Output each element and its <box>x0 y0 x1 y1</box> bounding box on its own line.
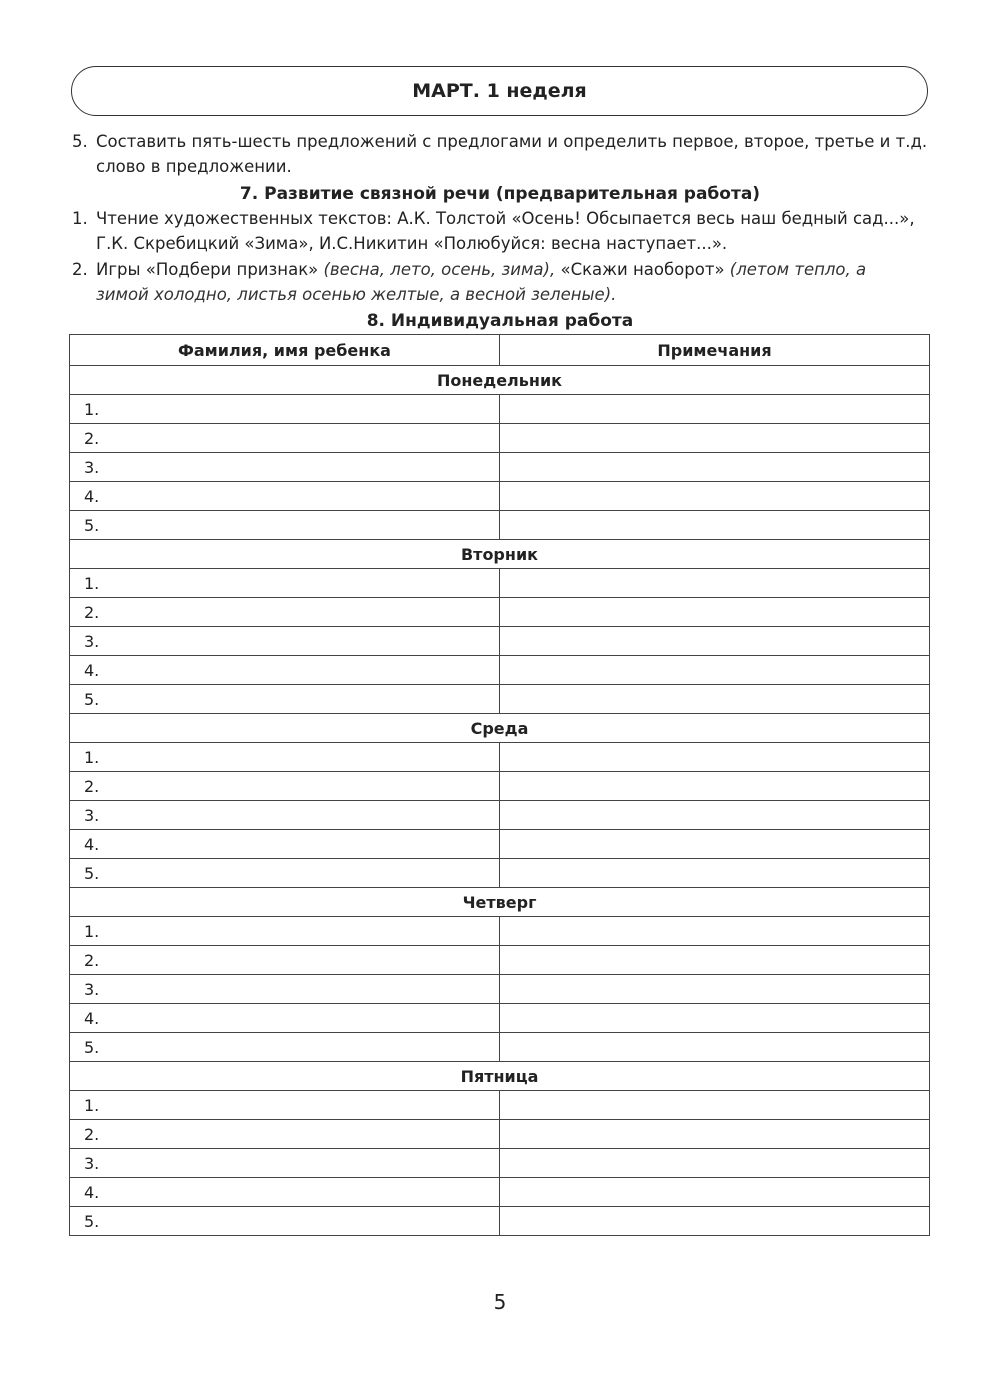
notes-cell[interactable] <box>500 1033 930 1062</box>
s7-item-2-number: 2. <box>72 260 88 279</box>
notes-cell[interactable] <box>500 1091 930 1120</box>
notes-cell[interactable] <box>500 1004 930 1033</box>
table-row <box>70 1033 930 1062</box>
s7-item-2-line-1 <box>96 257 866 282</box>
child-name-cell[interactable]: 3. <box>70 453 500 482</box>
day-row <box>70 366 930 395</box>
individual-work-table <box>69 334 930 1236</box>
table-row <box>70 917 930 946</box>
child-name-cell[interactable]: 1. <box>70 743 500 772</box>
table-row <box>70 801 930 830</box>
page-number: 5 <box>493 1290 507 1314</box>
child-name-cell[interactable]: 4. <box>70 830 500 859</box>
notes-cell[interactable] <box>500 1178 930 1207</box>
table-row <box>70 1120 930 1149</box>
child-name-cell[interactable]: 2. <box>70 424 500 453</box>
table-row <box>70 627 930 656</box>
table-row <box>70 772 930 801</box>
day-row <box>70 540 930 569</box>
notes-cell[interactable] <box>500 395 930 424</box>
s7-item-2-part-c: «Скажи наоборот» <box>555 260 730 279</box>
child-name-cell[interactable]: 3. <box>70 975 500 1004</box>
item-5-number: 5. <box>72 132 88 151</box>
s7-item-2-line-2: зимой холодно, листья осенью желтые, а весной зеленые). <box>96 285 617 304</box>
day-row <box>70 888 930 917</box>
notes-cell[interactable] <box>500 830 930 859</box>
notes-cell[interactable] <box>500 946 930 975</box>
table-row <box>70 975 930 1004</box>
notes-cell[interactable] <box>500 511 930 540</box>
item-5-line-2: слово в предложении. <box>96 157 292 176</box>
child-name-cell[interactable]: 4. <box>70 656 500 685</box>
table-row <box>70 1004 930 1033</box>
notes-cell[interactable] <box>500 424 930 453</box>
table-row <box>70 511 930 540</box>
notes-cell[interactable] <box>500 656 930 685</box>
notes-cell[interactable] <box>500 801 930 830</box>
s7-item-1-line-1: Чтение художественных текстов: А.К. Толстой «Осень! Обсыпается весь наш бедный сад...», <box>96 209 915 228</box>
table-row <box>70 685 930 714</box>
child-name-cell[interactable]: 2. <box>70 598 500 627</box>
child-name-cell[interactable]: 3. <box>70 801 500 830</box>
child-name-cell[interactable]: 2. <box>70 946 500 975</box>
child-name-cell[interactable]: 1. <box>70 917 500 946</box>
day-heading: Четверг <box>70 888 930 917</box>
notes-cell[interactable] <box>500 1120 930 1149</box>
child-name-cell[interactable]: 5. <box>70 1207 500 1236</box>
table-row <box>70 946 930 975</box>
table-row <box>70 656 930 685</box>
child-name-cell[interactable]: 3. <box>70 1149 500 1178</box>
column-header-notes: Примечания <box>500 335 930 366</box>
notes-cell[interactable] <box>500 569 930 598</box>
notes-cell[interactable] <box>500 482 930 511</box>
child-name-cell[interactable]: 2. <box>70 772 500 801</box>
table-row <box>70 482 930 511</box>
child-name-cell[interactable]: 5. <box>70 685 500 714</box>
notes-cell[interactable] <box>500 975 930 1004</box>
day-heading: Пятница <box>70 1062 930 1091</box>
child-name-cell[interactable]: 5. <box>70 1033 500 1062</box>
notes-cell[interactable] <box>500 743 930 772</box>
table-row <box>70 424 930 453</box>
child-name-cell[interactable]: 2. <box>70 1120 500 1149</box>
header-title: МАРТ. 1 неделя <box>412 80 587 102</box>
item-5-line-1: Составить пять-шесть предложений с предлогами и определить первое, второе, третье и т.д. <box>96 132 928 151</box>
page-header <box>71 66 928 116</box>
table-row <box>70 1091 930 1120</box>
s7-item-2-part-b: (весна, лето, осень, зима), <box>323 260 556 279</box>
s7-item-1-line-2: Г.К. Скребицкий «Зима», И.С.Никитин «Полюбуйся: весна наступает...». <box>96 234 728 253</box>
notes-cell[interactable] <box>500 1207 930 1236</box>
child-name-cell[interactable]: 4. <box>70 1004 500 1033</box>
day-heading: Среда <box>70 714 930 743</box>
day-row <box>70 1062 930 1091</box>
table-body <box>70 366 930 1236</box>
day-heading: Вторник <box>70 540 930 569</box>
table-row <box>70 598 930 627</box>
notes-cell[interactable] <box>500 627 930 656</box>
day-heading: Понедельник <box>70 366 930 395</box>
table-row <box>70 1207 930 1236</box>
child-name-cell[interactable]: 5. <box>70 511 500 540</box>
table-header-row <box>70 335 930 366</box>
table-row <box>70 395 930 424</box>
table-row <box>70 453 930 482</box>
notes-cell[interactable] <box>500 453 930 482</box>
section-7-title: 7. Развитие связной речи (предварительная работа) <box>239 184 761 204</box>
child-name-cell[interactable]: 4. <box>70 1178 500 1207</box>
notes-cell[interactable] <box>500 917 930 946</box>
table-row <box>70 1149 930 1178</box>
child-name-cell[interactable]: 1. <box>70 1091 500 1120</box>
table-row <box>70 859 930 888</box>
notes-cell[interactable] <box>500 1149 930 1178</box>
notes-cell[interactable] <box>500 685 930 714</box>
notes-cell[interactable] <box>500 598 930 627</box>
notes-cell[interactable] <box>500 772 930 801</box>
child-name-cell[interactable]: 1. <box>70 569 500 598</box>
column-header-name: Фамилия, имя ребенка <box>70 335 500 366</box>
s7-item-1-number: 1. <box>72 209 88 228</box>
child-name-cell[interactable]: 1. <box>70 395 500 424</box>
notes-cell[interactable] <box>500 859 930 888</box>
table-row <box>70 569 930 598</box>
table-row <box>70 830 930 859</box>
table-row <box>70 743 930 772</box>
day-row <box>70 714 930 743</box>
child-name-cell[interactable]: 4. <box>70 482 500 511</box>
s7-item-2-part-d: (летом тепло, а <box>729 260 867 279</box>
table-row <box>70 1178 930 1207</box>
s7-item-2-part-a: Игры «Подбери признак» <box>96 260 324 279</box>
section-8-title: 8. Индивидуальная работа <box>366 311 634 331</box>
child-name-cell[interactable]: 5. <box>70 859 500 888</box>
child-name-cell[interactable]: 3. <box>70 627 500 656</box>
